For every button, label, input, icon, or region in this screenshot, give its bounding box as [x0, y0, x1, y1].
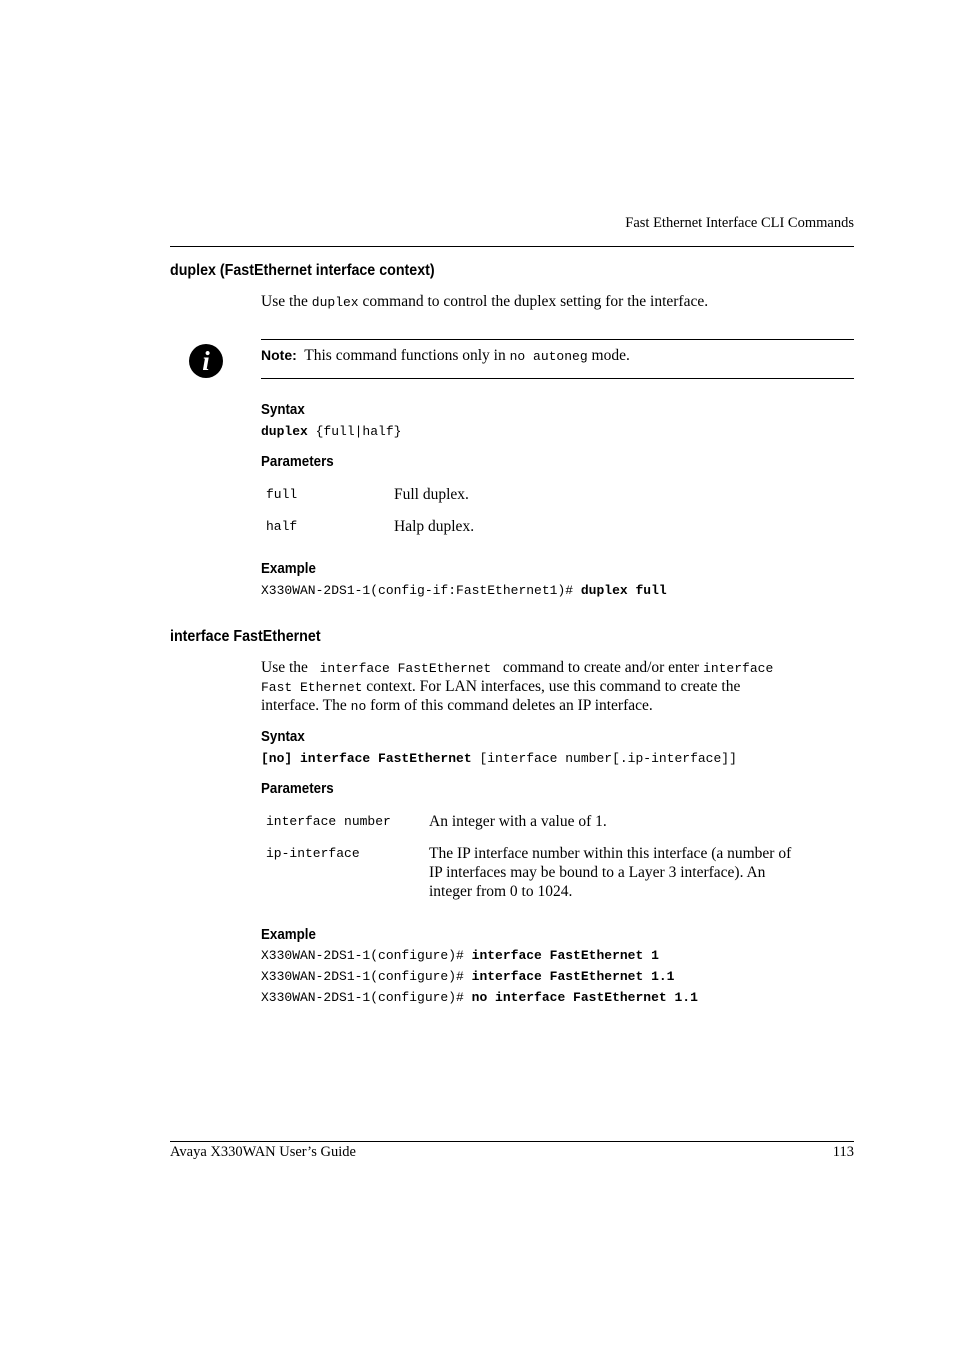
note	[261, 346, 630, 366]
syntax-command-2: [no] interface FastEthernet	[261, 751, 472, 766]
param-desc-ip-interface-line2: IP interfaces may be bound to a Layer 3 interface). An	[429, 864, 766, 881]
intro-text-before: Use the	[261, 293, 312, 310]
note-text-after: mode.	[587, 347, 630, 364]
parameters-heading: Parameters	[261, 454, 334, 470]
example-command: duplex full	[580, 583, 667, 598]
example-command: interface FastEthernet 1	[471, 948, 659, 963]
example-line-2	[261, 969, 674, 984]
example-line-3	[261, 990, 698, 1005]
syntax-heading-2: Syntax	[261, 729, 305, 745]
intro2-code: Fast Ethernet	[261, 680, 363, 695]
intro3-code: no	[350, 699, 367, 714]
param-name-interface-number: interface number	[266, 814, 391, 829]
intro1-code1: interface FastEthernet	[311, 661, 500, 676]
duplex-intro	[261, 292, 708, 312]
note-code: no autoneg	[509, 349, 588, 364]
example-command: no interface FastEthernet 1.1	[471, 990, 698, 1005]
example-prompt: X330WAN-2DS1-1(configure)#	[261, 969, 472, 984]
example-heading-2: Example	[261, 927, 316, 943]
intro3-text-b: form of this command deletes an IP interface.	[366, 697, 653, 714]
intro2-text: context. For LAN interfaces, use this command to create the	[362, 678, 741, 695]
note-text-before: This command functions only in	[304, 347, 510, 364]
section-title-interface-fastethernet: interface FastEthernet	[170, 628, 321, 645]
intro-text-after: command to control the duplex setting for the interface.	[358, 293, 709, 310]
running-header: Fast Ethernet Interface CLI Commands	[625, 215, 854, 231]
example-heading: Example	[261, 561, 316, 577]
example-command: interface FastEthernet 1.1	[471, 969, 675, 984]
parameters-heading-2: Parameters	[261, 781, 334, 797]
syntax-line-2	[261, 751, 737, 766]
intro3-text-a: interface. The	[261, 697, 351, 714]
param-desc-interface-number: An integer with a value of 1.	[429, 813, 607, 830]
example-line-1	[261, 948, 659, 963]
interface-intro-line2	[261, 677, 740, 697]
example-prompt: X330WAN-2DS1-1(configure)#	[261, 990, 472, 1005]
intro1-code2: interface	[703, 661, 774, 676]
param-name-full: full	[266, 487, 298, 502]
syntax-command: duplex	[261, 424, 308, 439]
section-title-duplex: duplex (FastEthernet interface context)	[170, 262, 435, 279]
footer-rule	[170, 1141, 854, 1142]
param-desc-full: Full duplex.	[394, 486, 469, 503]
syntax-heading: Syntax	[261, 402, 305, 418]
param-desc-ip-interface-line1: The IP interface number within this interface (a number of	[429, 845, 792, 862]
header-rule	[170, 246, 854, 247]
param-desc-ip-interface-line3: integer from 0 to 1024.	[429, 883, 573, 900]
info-icon: i	[189, 344, 223, 378]
param-name-half: half	[266, 519, 298, 534]
param-name-ip-interface: ip-interface	[266, 846, 360, 861]
example-prompt: X330WAN-2DS1-1(configure)#	[261, 948, 472, 963]
intro1-text-b: command to create and/or enter	[499, 659, 704, 676]
syntax-args-2: [interface number[.ip-interface]]	[471, 751, 737, 766]
syntax-args: {full|half}	[307, 424, 402, 439]
interface-intro-line3	[261, 696, 653, 716]
note-rule-top	[261, 339, 854, 340]
example-prompt: X330WAN-2DS1-1(config-if:FastEthernet1)#	[261, 583, 581, 598]
page-number: 113	[832, 1144, 854, 1160]
note-rule-bottom	[261, 378, 854, 379]
intro-code: duplex	[311, 295, 359, 310]
intro1-text-a: Use the	[261, 659, 312, 676]
example-line	[261, 583, 667, 598]
syntax-line	[261, 424, 401, 439]
note-label: Note:	[261, 347, 297, 363]
param-desc-half: Halp duplex.	[394, 518, 475, 535]
interface-intro-line1	[261, 658, 773, 678]
footer-guide-title: Avaya X330WAN User’s Guide	[170, 1144, 356, 1160]
